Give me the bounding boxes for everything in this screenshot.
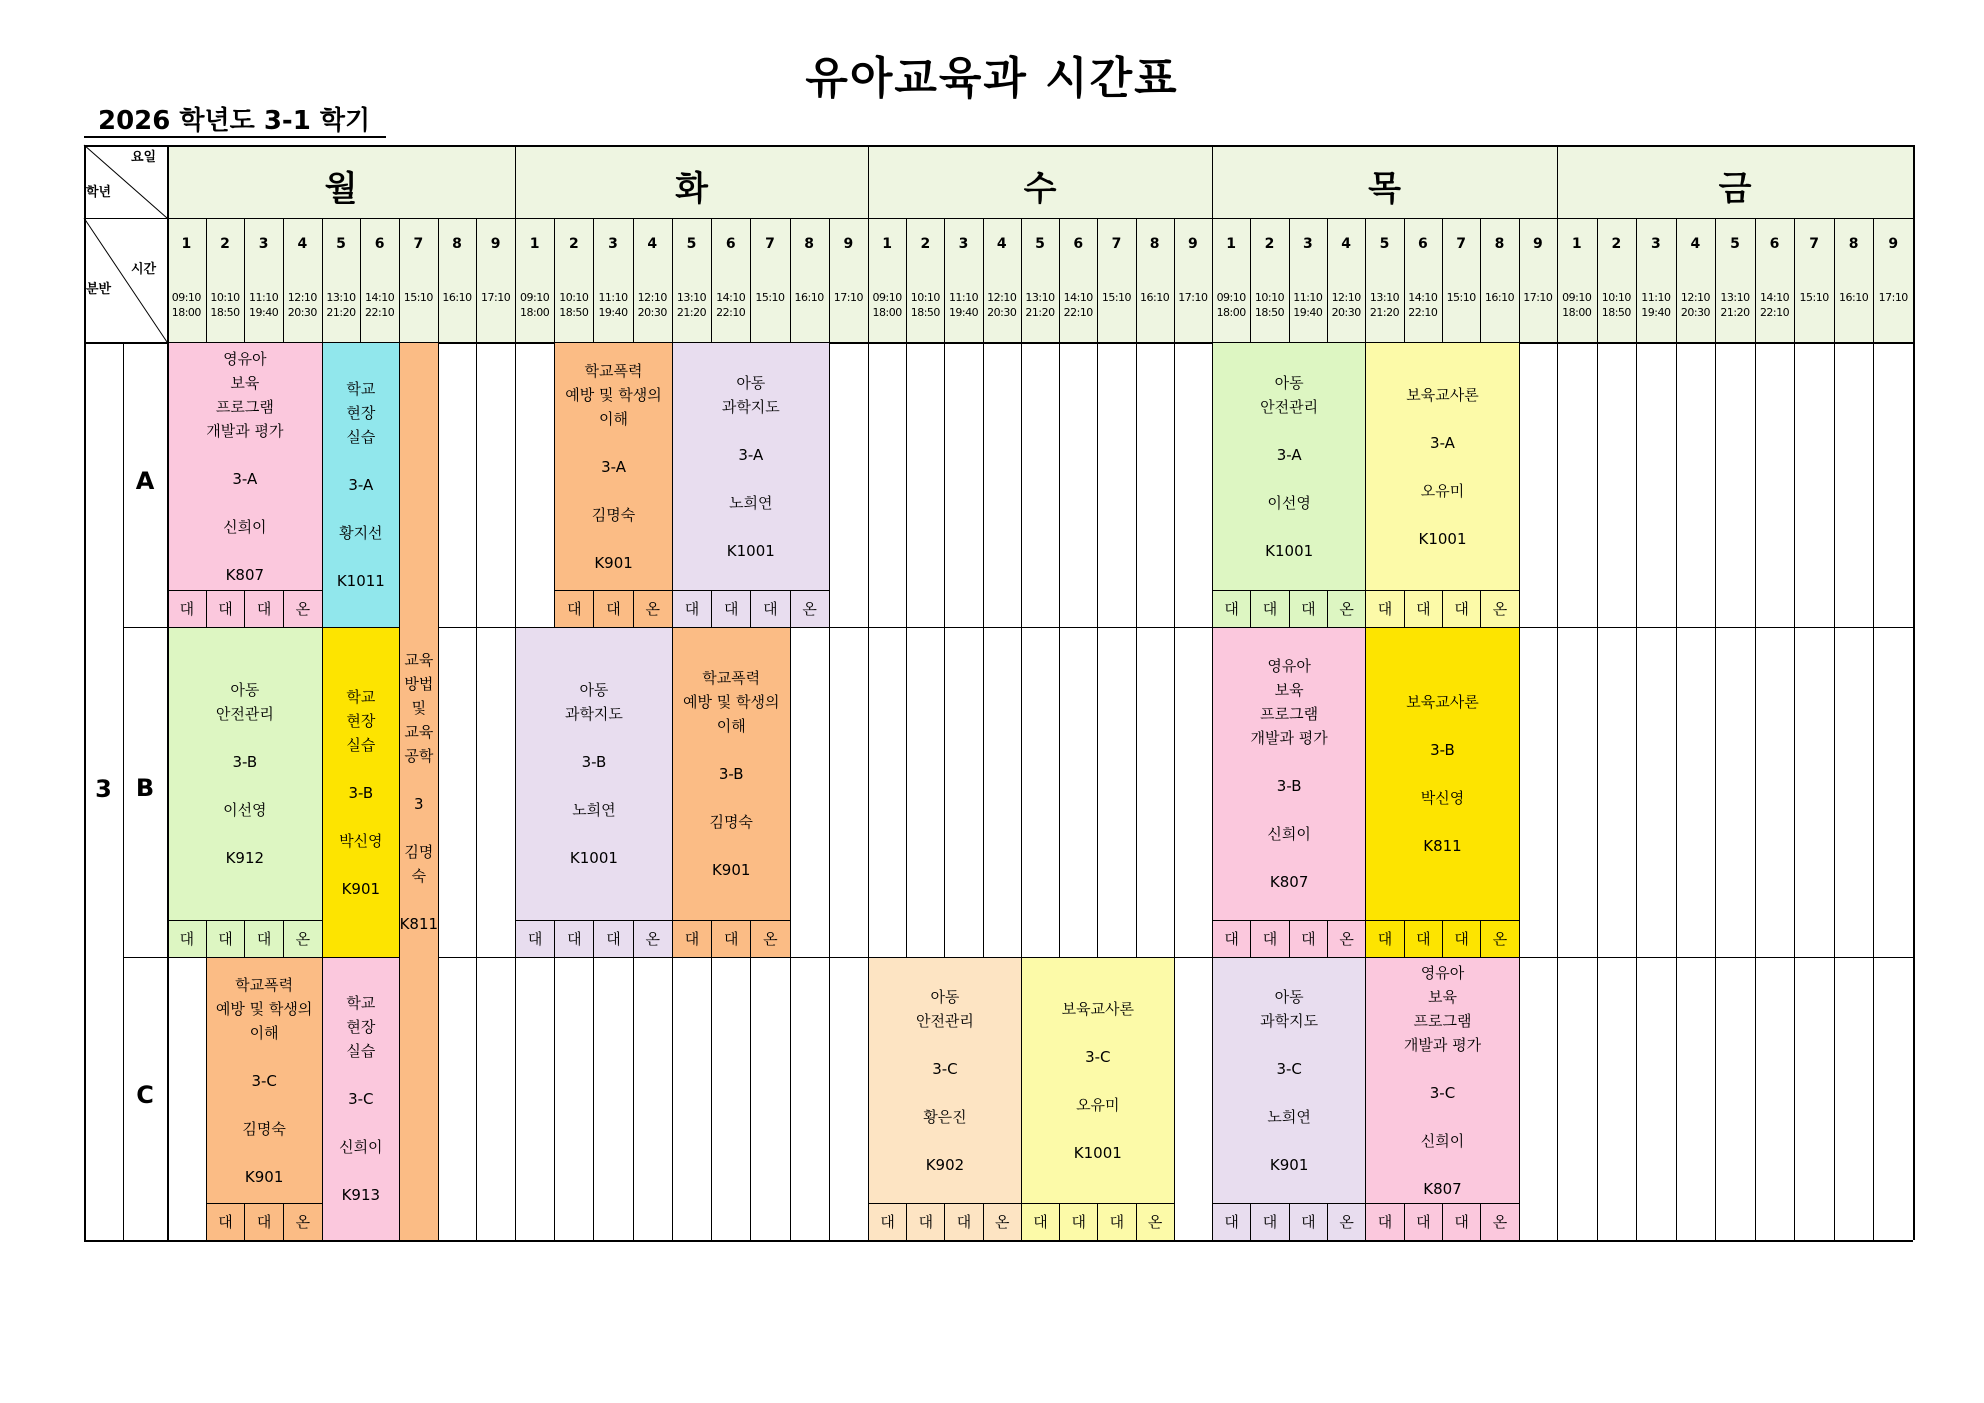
course-class: 3-C [1085, 1047, 1111, 1066]
course-professor: 신희이 [1420, 1131, 1465, 1150]
delivery-mode-cell: 대 [1442, 591, 1480, 627]
course-class: 3-A [232, 469, 258, 488]
period-time: 13:10 21:20 [326, 291, 356, 319]
period-number: 2 [220, 236, 230, 252]
delivery-mode-cell: 대 [1404, 921, 1442, 957]
delivery-mode-cell: 대 [218, 1213, 233, 1231]
course-professor: 노희연 [729, 493, 773, 512]
period-time: 10:10 18:50 [1601, 291, 1631, 319]
period-number: 7 [1111, 236, 1122, 252]
course-room: K811 [399, 914, 439, 933]
period-time: 15:10 [1101, 291, 1132, 304]
course-name: 영유아 보육 프로그램 개발과 평가 [1403, 963, 1482, 1054]
course-room: K913 [341, 1186, 381, 1204]
course-room: K901 [341, 879, 381, 898]
course-professor: 김명숙 [591, 505, 636, 524]
course-class: 3-C [251, 1071, 277, 1090]
period-number: 6 [725, 236, 736, 252]
course-professor: 이선영 [223, 801, 267, 819]
delivery-mode-cell: 대 [1289, 921, 1327, 957]
course-class: 3-A [1276, 445, 1302, 464]
period-time: 11:10 19:40 [598, 291, 628, 319]
period-time: 15:10 [1446, 291, 1476, 304]
period-number: 3 [1651, 236, 1661, 252]
delivery-mode-cell: 대 [1377, 930, 1393, 948]
period-time: 11:10 19:40 [1293, 291, 1323, 319]
period-time: 16:10 [1484, 291, 1515, 304]
course-room: K1001 [1418, 529, 1467, 548]
course-professor: 박신영 [1420, 789, 1465, 807]
period-number: 6 [374, 236, 385, 252]
period-number: 6 [1417, 236, 1428, 252]
delivery-mode-cell: 대 [750, 591, 789, 627]
semester-label: 2026 학년도 3-1 학기 [84, 106, 386, 138]
course-professor: 김명숙 [404, 842, 434, 885]
period-time: 13:10 21:20 [1025, 291, 1055, 319]
day-header-4: 목 [1368, 169, 1401, 209]
day-header-5: 금 [1718, 169, 1752, 209]
course-name: 영유아 보육 프로그램 개발과 평가 [1250, 657, 1328, 747]
period-time: 15:10 [755, 291, 785, 304]
period-number: 5 [686, 236, 697, 252]
delivery-mode-cell: 대 [711, 591, 750, 627]
course-professor: 김명숙 [242, 1119, 286, 1138]
course-room: K1001 [1265, 541, 1314, 560]
course-professor: 황은진 [923, 1107, 967, 1126]
course-class: 3-C [1429, 1083, 1456, 1102]
delivery-mode-cell: 대 [906, 1204, 944, 1240]
period-time: 09:10 18:00 [520, 291, 550, 319]
period-number: 3 [958, 236, 969, 252]
course-professor: 오유미 [1076, 1095, 1120, 1114]
course-class: 3-C [1276, 1059, 1302, 1078]
corner-day-label: 요일 [131, 150, 157, 165]
period-time: 09:10 18:00 [1216, 291, 1246, 319]
delivery-mode-cell: 대 [1250, 1204, 1288, 1240]
delivery-mode-cell: 온 [1480, 921, 1518, 957]
corner-class-label: 분반 [86, 282, 112, 297]
period-number: 4 [647, 236, 658, 252]
period-time: 15:10 [1799, 291, 1829, 304]
period-time: 17:10 [1178, 291, 1208, 304]
period-time: 17:10 [1523, 291, 1553, 304]
period-time: 16:10 [442, 291, 472, 304]
delivery-mode-cell: 대 [206, 591, 245, 627]
course-name: 학교 현장 실습 [346, 994, 376, 1060]
delivery-mode-cell: 온 [1327, 591, 1365, 627]
course-room: K807 [225, 565, 265, 584]
period-number: 3 [608, 236, 618, 252]
course-room: K1001 [569, 849, 618, 867]
delivery-mode-cell: 온 [1480, 1204, 1518, 1240]
period-time: 12:10 20:30 [1680, 291, 1711, 319]
delivery-mode-cell: 대 [1224, 1213, 1239, 1231]
delivery-mode-cell: 온 [1480, 591, 1518, 627]
delivery-mode-cell: 대 [1224, 600, 1239, 618]
delivery-mode-cell: 대 [244, 591, 283, 627]
delivery-mode-cell: 온 [1327, 921, 1365, 957]
period-time: 09:10 18:00 [872, 291, 902, 319]
period-number: 1 [1571, 236, 1582, 252]
course-room: K807 [1423, 1179, 1462, 1198]
page-title: 유아교육과 시간표 [805, 53, 1179, 104]
course-name: 아동 과학지도 [1260, 987, 1319, 1030]
period-time: 16:10 [1839, 291, 1869, 304]
period-time: 13:10 21:20 [676, 291, 707, 319]
period-time: 14:10 22:10 [1408, 291, 1438, 319]
period-time: 09:10 18:00 [1562, 291, 1592, 319]
course-room: K901 [1269, 1155, 1309, 1174]
course-class: 3-C [932, 1059, 958, 1078]
header-bottom-line [84, 342, 1913, 343]
delivery-mode-cell: 대 [711, 921, 750, 957]
course-name: 아동 안전관리 [1260, 373, 1319, 416]
period-number: 7 [765, 236, 775, 252]
section-label-b: B [135, 774, 155, 802]
period-time: 10:10 18:50 [210, 291, 240, 319]
course-name: 영유아 보육 프로그램 개발과 평가 [206, 349, 284, 440]
period-number: 7 [1456, 236, 1467, 252]
course-room: K811 [1423, 837, 1462, 855]
delivery-mode-cell: 대 [1250, 921, 1288, 957]
course-class: 3-A [601, 457, 626, 476]
delivery-mode-cell: 온 [1327, 1204, 1365, 1240]
delivery-mode-cell: 대 [593, 921, 632, 957]
course-name: 학교폭력 예방 및 학생의 이해 [682, 669, 780, 735]
period-number: 8 [452, 236, 462, 252]
period-time: 12:10 20:30 [287, 291, 317, 319]
course-room: K912 [225, 849, 265, 867]
period-number: 5 [336, 236, 346, 252]
delivery-mode-cell: 대 [244, 921, 283, 957]
course-name: 학교폭력 예방 및 학생의 이해 [215, 975, 313, 1042]
period-number: 9 [1532, 236, 1543, 252]
period-number: 8 [1494, 236, 1505, 252]
period-time: 17:10 [1878, 291, 1908, 304]
period-number: 6 [1769, 236, 1780, 252]
delivery-mode-cell: 온 [750, 921, 789, 957]
period-number: 2 [920, 236, 931, 252]
period-time: 14:10 22:10 [716, 291, 746, 319]
delivery-mode-cell: 대 [527, 930, 543, 948]
period-number: 4 [1341, 236, 1352, 252]
period-number: 1 [1226, 236, 1237, 252]
period-time: 10:10 18:50 [1254, 291, 1285, 319]
delivery-mode-cell: 대 [1224, 930, 1239, 948]
delivery-mode-cell: 대 [880, 1213, 895, 1231]
delivery-mode-cell: 대 [244, 1204, 283, 1240]
course-name: 보육교사론 [1406, 693, 1479, 711]
course-name: 학교 현장 실습 [346, 687, 376, 754]
period-time: 11:10 19:40 [948, 291, 979, 319]
course-professor: 이선영 [1267, 493, 1311, 512]
course-professor: 신희이 [223, 517, 267, 536]
course-professor: 오유미 [1420, 481, 1465, 500]
period-time: 10:10 18:50 [910, 291, 940, 319]
course-class: 3 [414, 794, 424, 813]
course-class: 3-B [718, 765, 744, 783]
course-professor: 김명숙 [709, 813, 753, 831]
delivery-mode-cell: 대 [1404, 1204, 1442, 1240]
delivery-mode-cell: 대 [1289, 1204, 1327, 1240]
period-number: 3 [258, 236, 269, 252]
period-time: 09:10 18:00 [171, 291, 201, 319]
period-number: 4 [297, 236, 308, 252]
course-class: 3-A [1430, 433, 1455, 452]
course-professor: 황지선 [339, 524, 383, 542]
course-name: 학교폭력 예방 및 학생의 이해 [565, 361, 662, 428]
delivery-mode-cell: 대 [206, 921, 245, 957]
delivery-mode-cell: 온 [633, 591, 672, 627]
course-room: K901 [594, 553, 633, 572]
grade-label: 3 [95, 775, 112, 803]
period-number: 8 [804, 236, 815, 252]
course-class: 3-B [581, 753, 607, 771]
course-name: 아동 안전관리 [215, 681, 274, 723]
period-number: 5 [1379, 236, 1390, 252]
period-time: 12:10 20:30 [987, 291, 1017, 319]
course-professor: 박신영 [339, 831, 383, 850]
course-class: 3-B [232, 753, 258, 771]
course-room: K901 [711, 861, 751, 879]
course-room: K901 [244, 1167, 284, 1186]
course-name: 아동 안전관리 [915, 987, 974, 1030]
period-number: 2 [568, 236, 579, 252]
period-number: 4 [1690, 236, 1701, 252]
period-time: 13:10 21:20 [1369, 291, 1400, 319]
delivery-mode-cell: 대 [179, 930, 195, 948]
period-number: 7 [413, 236, 424, 252]
period-time: 12:10 20:30 [1331, 291, 1361, 319]
course-class: 3-B [348, 783, 374, 802]
course-professor: 신희이 [339, 1138, 383, 1156]
course-class: 3-B [1276, 777, 1302, 795]
course-name: 학교 현장 실습 [346, 380, 376, 446]
period-number: 8 [1848, 236, 1859, 252]
course-name: 보육교사론 [1406, 385, 1479, 404]
delivery-mode-cell: 대 [593, 591, 632, 627]
day-header-2: 화 [675, 169, 708, 209]
period-time: 16:10 [1140, 291, 1170, 304]
delivery-mode-cell: 온 [283, 921, 322, 957]
delivery-mode-cell: 대 [1377, 600, 1393, 618]
delivery-mode-cell: 대 [1377, 1213, 1393, 1231]
delivery-mode-cell: 온 [633, 921, 672, 957]
period-number: 1 [882, 236, 892, 252]
period-number: 7 [1809, 236, 1819, 252]
delivery-mode-cell: 온 [283, 591, 322, 627]
course-room: K1001 [1073, 1143, 1122, 1162]
period-time: 14:10 22:10 [1759, 291, 1790, 319]
period-time: 11:10 19:40 [1641, 291, 1671, 319]
period-number: 1 [181, 236, 192, 252]
period-number: 9 [843, 236, 854, 252]
period-time: 10:10 18:50 [559, 291, 589, 319]
delivery-mode-cell: 대 [944, 1204, 982, 1240]
period-time: 14:10 22:10 [365, 291, 395, 319]
delivery-mode-cell: 대 [684, 600, 700, 618]
delivery-mode-cell: 대 [1250, 591, 1288, 627]
course-name: 보육교사론 [1061, 999, 1135, 1018]
corner-grade-label: 학년 [86, 185, 112, 200]
period-time: 17:10 [481, 291, 511, 304]
delivery-mode-cell: 대 [1033, 1213, 1048, 1231]
period-number: 9 [1188, 236, 1198, 252]
course-name: 아동 과학지도 [564, 681, 623, 723]
period-number: 3 [1302, 236, 1313, 252]
period-time: 12:10 20:30 [637, 291, 667, 319]
period-number: 8 [1149, 236, 1160, 252]
delivery-mode-cell: 대 [1404, 591, 1442, 627]
period-number: 9 [490, 236, 501, 252]
delivery-mode-cell: 대 [1289, 591, 1327, 627]
course-name: 교육 방법 및 교육 공학 [404, 650, 434, 765]
section-label-a: A [135, 466, 155, 495]
delivery-mode-cell: 온 [983, 1204, 1021, 1240]
day-header-3: 수 [1023, 169, 1057, 209]
section-label-c: C [136, 1080, 154, 1109]
course-room: K807 [1269, 873, 1309, 891]
course-room: K1011 [336, 572, 385, 590]
period-time: 14:10 22:10 [1063, 291, 1093, 319]
period-time: 15:10 [403, 291, 433, 304]
course-room: K902 [925, 1155, 965, 1174]
period-number: 2 [1611, 236, 1622, 252]
delivery-mode-cell: 대 [1059, 1204, 1097, 1240]
corner-time-label: 시간 [131, 262, 157, 277]
period-time: 16:10 [794, 291, 824, 304]
period-time: 11:10 19:40 [249, 291, 279, 319]
course-class: 3-C [348, 1090, 374, 1108]
course-professor: 신희이 [1267, 825, 1311, 843]
delivery-mode-cell: 대 [179, 600, 195, 618]
period-number: 9 [1888, 236, 1899, 252]
delivery-mode-cell: 대 [567, 600, 582, 618]
period-number: 2 [1264, 236, 1275, 252]
delivery-mode-cell: 대 [1097, 1204, 1135, 1240]
delivery-mode-cell: 온 [283, 1204, 322, 1240]
period-number: 6 [1073, 236, 1084, 252]
delivery-mode-cell: 대 [684, 930, 700, 948]
period-number: 5 [1035, 236, 1045, 252]
period-number: 4 [996, 236, 1007, 252]
course-class: 3-A [738, 445, 764, 464]
course-professor: 노희연 [572, 801, 616, 819]
delivery-mode-cell: 온 [1136, 1204, 1174, 1240]
period-number: 5 [1730, 236, 1740, 252]
period-number: 1 [529, 236, 540, 252]
course-class: 3-B [1430, 741, 1455, 759]
delivery-mode-cell: 대 [1442, 1204, 1480, 1240]
delivery-mode-cell: 대 [554, 921, 593, 957]
course-room: K1001 [726, 541, 775, 560]
delivery-mode-cell: 대 [1442, 921, 1480, 957]
course-class: 3-A [348, 476, 374, 494]
period-time: 13:10 21:20 [1720, 291, 1750, 319]
day-header-1: 월 [324, 169, 358, 209]
delivery-mode-cell: 온 [790, 591, 829, 627]
course-professor: 노희연 [1267, 1107, 1311, 1126]
period-time: 17:10 [833, 291, 863, 304]
course-name: 아동 과학지도 [721, 373, 780, 416]
